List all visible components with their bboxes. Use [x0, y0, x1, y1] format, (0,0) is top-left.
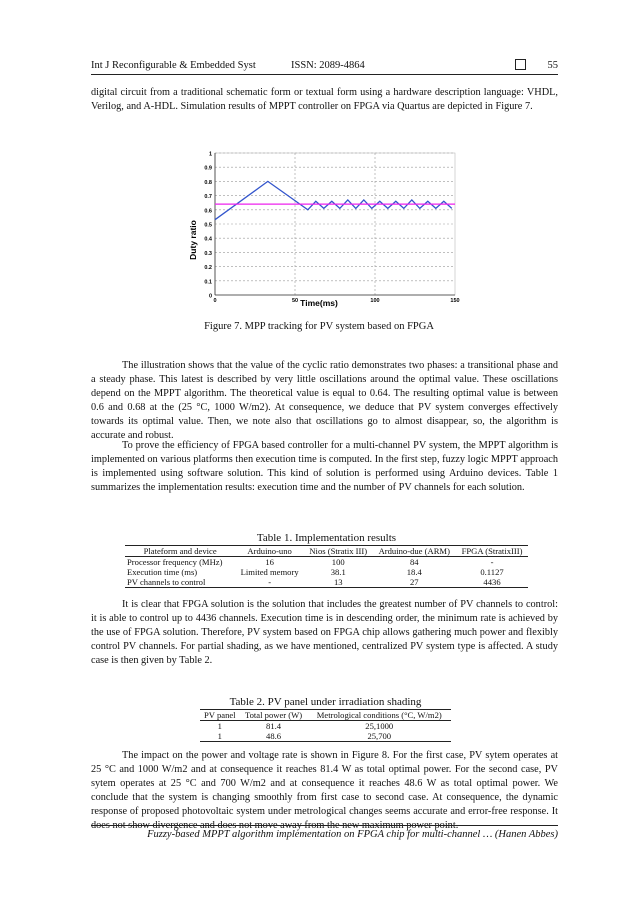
y-tick-label: 0.5	[204, 222, 212, 229]
table-cell: 4436	[456, 577, 528, 588]
table-cell: 84	[409, 557, 419, 567]
table-cell: 13	[304, 577, 372, 588]
table-cell: Limited memory	[240, 567, 299, 577]
table1-header: Arduino-due (ARM)	[372, 546, 456, 557]
table-cell: 100	[331, 557, 345, 567]
paragraph-intro: digital circuit from a traditional schematic form or textual form using a hardware description language: VHDL, Verilog, and A-HDL. Simulation results of MPPT controller on FPGA via Quartus are depicted in Figure 7.	[91, 87, 558, 112]
x-tick-label: 150	[450, 298, 460, 304]
y-tick-label: 0.7	[204, 194, 212, 201]
y-tick-label: 0	[208, 293, 212, 300]
y-tick-label: 0.2	[204, 265, 212, 272]
table-row	[125, 577, 528, 588]
y-tick-label: 0.9	[204, 165, 212, 172]
table-cell: 1	[217, 721, 222, 731]
table1-grid	[125, 545, 528, 588]
table1-caption: Table 1. Implementation results	[256, 532, 397, 544]
figure7-chart	[185, 145, 465, 320]
table1-header: FPGA (StratixIII)	[456, 546, 528, 557]
checkbox-glyph-icon	[515, 59, 526, 70]
issn: ISSN: 2089-4864	[291, 60, 365, 71]
page-header	[91, 58, 558, 75]
paragraph-analysis: The illustration shows that the value of the cyclic ratio demonstrates two phases: a transitional phase and a steady phase. This latest is described by very little oscillations around the optimal value. These oscillations depend on the MPPT algorithm. The theoretical value is equal to 0.64. The resulting optimal value is between 0.6 and 0.68 at the (25 °C, 1000 W/m2). At consequence, we deduce that PV system converges effectively towards its optimal value. Then, we note also that oscillations go to almost disappear, so, the algorithm is accurate and robust.	[91, 360, 558, 441]
table-cell: 48.6	[240, 731, 308, 742]
paragraph-fpga: It is clear that FPGA solution is the solution that includes the greatest number of PV channels to control: it is able to control up to 4436 channels. Execution time is in descending order, the minimum rate is achieved by the use of FPGA solution. Therefore, PV system based on FPGA chip allows gathering much power and flexibly control PV channels. For partial shading, as we have mentioned, centralized PV system type is affected. A study case is then given by Table 2.	[91, 599, 558, 666]
x-tick-label: 50	[291, 298, 299, 304]
table-cell: Processor frequency (MHz)	[127, 557, 223, 567]
table-cell: 27	[372, 577, 456, 588]
journal-name: Int J Reconfigurable & Embedded Syst	[91, 60, 256, 71]
table-cell: 0.1127	[480, 567, 504, 577]
table1-header: Plateform and device	[125, 546, 235, 557]
table-row	[200, 731, 451, 742]
table-cell: 81.4	[266, 721, 282, 731]
y-tick-label: 0.6	[204, 208, 212, 215]
table-row	[125, 557, 528, 568]
chart-grid	[215, 153, 455, 295]
page-footer: Fuzzy-based MPPT algorithm implementation on FPGA chip for multi-channel … (Hanen Abbes)	[91, 825, 558, 840]
table-cell: 25,1000	[365, 721, 394, 731]
y-tick-label: 0.4	[204, 236, 212, 243]
figure7-caption: Figure 7. MPP tracking for PV system based on FPGA	[204, 321, 434, 332]
table-cell: Execution time (ms)	[127, 567, 198, 577]
table-cell: -	[490, 557, 494, 567]
table2-grid	[200, 709, 451, 742]
table-cell: PV channels to control	[125, 577, 235, 588]
table-cell: 18.4	[406, 567, 422, 577]
table2-header: Total power (W)	[240, 710, 308, 721]
table1-header: Nios (Stratix III)	[304, 546, 372, 557]
table-cell: 1	[200, 731, 240, 742]
table-cell: 25,700	[308, 731, 451, 742]
table-cell: 16	[265, 557, 274, 567]
table2-caption: Table 2. PV panel under irradiation shading	[229, 696, 422, 708]
table-cell: 38.1	[330, 567, 346, 577]
table1	[125, 532, 528, 588]
paragraph-efficiency: To prove the efficiency of FPGA based controller for a multi-channel PV system, the MPPT algorithm is implemented on various platforms then execution time is computed. In the first step, fuzzy logic MPPT approach is implemented using software solution. This kind of solution is performed using Arduino devices. Table 1 summarizes the implementation results: execution time and the number of PV channels for each solution.	[91, 440, 558, 493]
y-tick-label: 0.3	[204, 250, 212, 257]
table2	[200, 696, 451, 742]
table2-header: Metrological conditions (°C, W/m2)	[308, 710, 451, 721]
y-tick-label: 1	[208, 151, 212, 158]
page-number: 55	[547, 60, 558, 71]
paragraph-impact: The impact on the power and voltage rate is shown in Figure 8. For the first case, PV sytem operates at 25 °C and 1000 W/m2 and at consequence it reaches 81.4 W as total optimal power. For the second case, PV sytem operates at 25 °C and 700 W/m2 and at consequence it reaches 48.6 W as total optimal power. We conclude that the system is changing smoothly from first case to second case. At consequence, the dynamic response of proposed photovoltaic system under metrological changes seems accurate and error-free response. It does not show divergence and does not move away from the new maximum power point.	[91, 750, 558, 831]
x-tick-label: 100	[370, 298, 380, 304]
table-row	[125, 567, 528, 577]
y-tick-label: 0.8	[204, 179, 212, 186]
x-tick-label: 0	[213, 298, 217, 304]
y-axis-label: Duty ratio	[188, 220, 198, 260]
table1-header: Arduino-uno	[235, 546, 304, 557]
y-tick-label: 0.1	[204, 279, 212, 286]
table-row	[200, 721, 451, 732]
x-axis-label: Time(ms)	[300, 298, 338, 308]
table-cell: -	[235, 577, 304, 588]
table2-header: PV panel	[200, 710, 240, 721]
